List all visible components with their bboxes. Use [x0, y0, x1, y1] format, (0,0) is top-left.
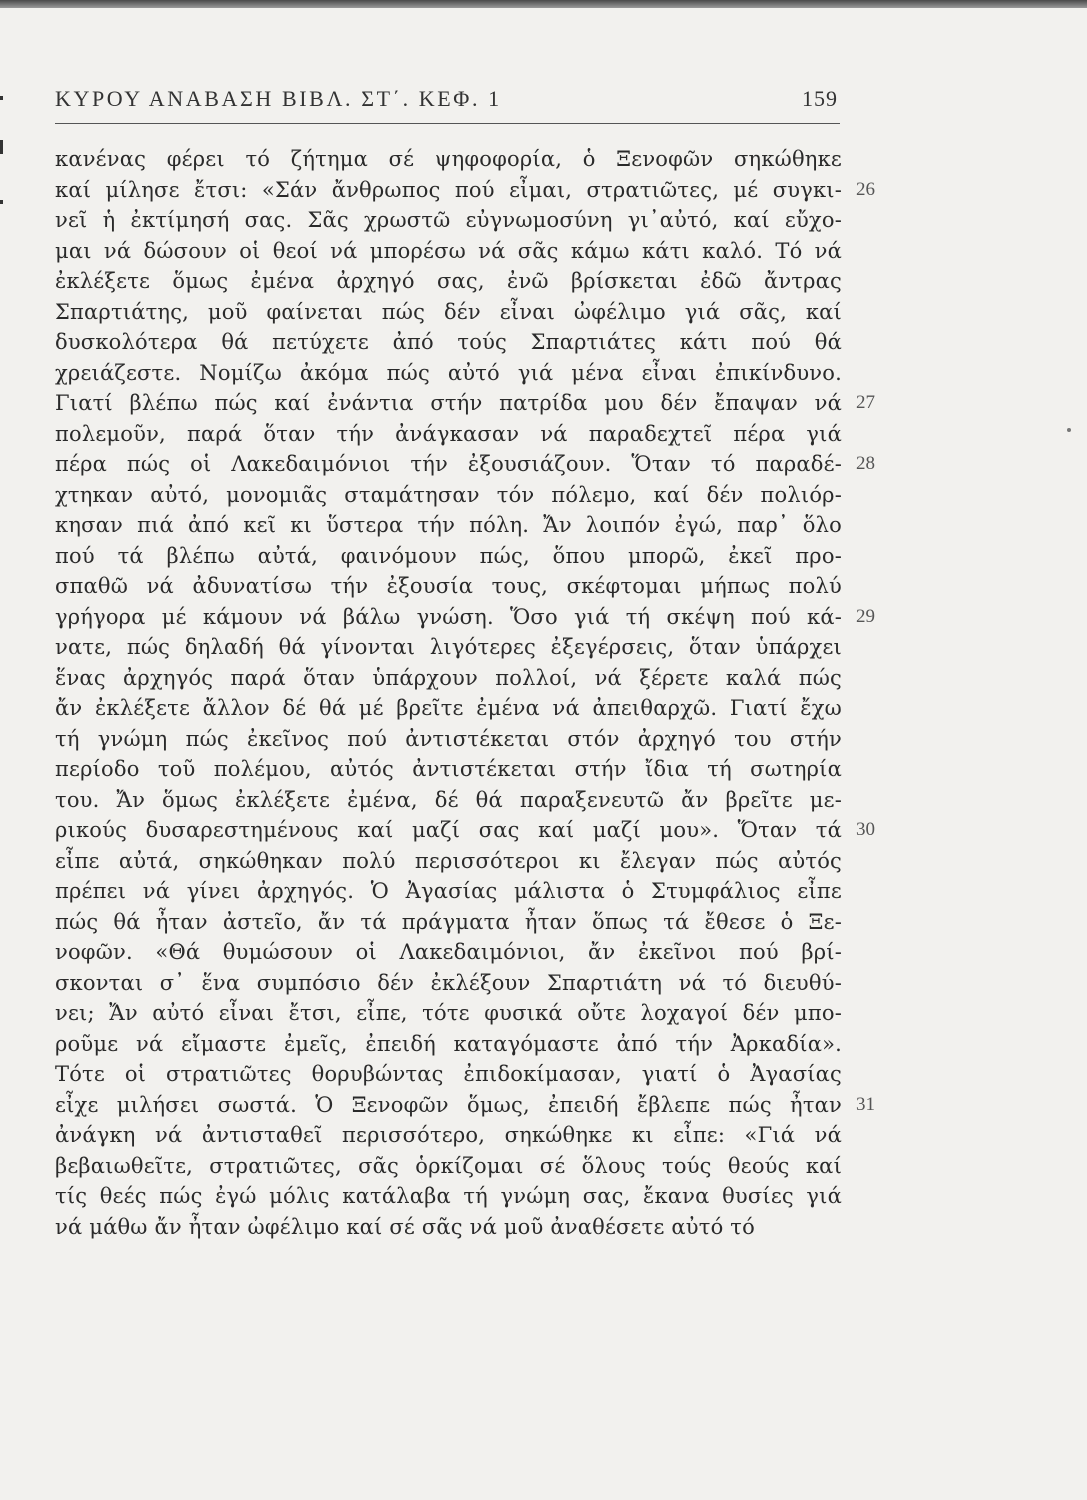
section-number: 30 [856, 819, 875, 840]
header-rule [55, 123, 840, 124]
text-line: σκονται σ᾿ ἕνα συμπόσιο δέν ἐκλέξουν Σπαρτιάτη νά τό διευθύ- [55, 970, 842, 995]
text-line: Σπαρτιάτης, μοῦ φαίνεται πώς δέν εἶναι ὠφέλιμο γιά σᾶς, καί [55, 299, 842, 324]
scan-speck [1067, 428, 1071, 432]
text-line: πέρα πώς οἱ Λακεδαιμόνιοι τήν ἐξουσιάζουν. Ὅταν τό παραδέ- 28 [55, 449, 842, 480]
scan-margin-mark [0, 96, 3, 100]
text-line: ροῦμε νά εἴμαστε ἐμεῖς, ἐπειδή καταγόμαστε ἀπό τήν Ἀρκαδία». [55, 1031, 842, 1056]
text-line: χτηκαν αὐτό, μονομιᾶς σταμάτησαν τόν πόλεμο, καί δέν πολιόρ- [55, 482, 842, 507]
text-line: σπαθῶ νά ἀδυνατίσω τήν ἐξουσία τους, σκέφτομαι μήπως πολύ [55, 574, 842, 598]
text-line: χρειάζεστε. Νομίζω ἀκόμα πώς αὐτό γιά μένα εἶναι ἐπικίνδυνο. [55, 360, 842, 385]
running-title: ΚΥΡΟΥ ΑΝΑΒΑΣΗ ΒΙΒΛ. ΣΤ΄. ΚΕΦ. 1 [55, 86, 502, 111]
page-number: 159 [802, 86, 838, 111]
section-number: 29 [856, 605, 875, 627]
text-line: Γιατί βλέπω πώς καί ἐνάντια στήν πατρίδα μου δέν ἔπαψαν νά 27 [55, 388, 842, 419]
text-line: περίοδο τοῦ πολέμου, αὐτός ἀντιστέκεται στήν ἴδια τή σωτηρία [55, 757, 842, 781]
section-number: 28 [856, 453, 875, 474]
text-line: νεῖ ἡ ἐκτίμησή σας. Σᾶς χρωστῶ εὐγνωμοσύνη γι᾿αὐτό, καί εὔχο- [55, 208, 842, 232]
page-header [55, 86, 838, 120]
text-line: τίς θεές πώς ἐγώ μόλις κατάλαβα τή γνώμη σας, ἔκανα θυσίες γιά [55, 1184, 842, 1208]
text-line: ρικούς δυσαρεστημένους καί μαζί σας καί μαζί μου». Ὅταν τά 30 [55, 815, 842, 846]
text-line: νατε, πώς δηλαδή θά γίνονται λιγότερες ἐξεγέρσεις, ὅταν ὑπάρχει [55, 635, 842, 659]
text-line: κανένας φέρει τό ζήτημα σέ ψηφοφορία, ὁ Ξενοφῶν σηκώθηκε [55, 147, 842, 171]
text-line: πρέπει νά γίνει ἀρχηγός. Ὁ Ἀγασίας μάλιστα ὁ Στυμφάλιος εἶπε [55, 879, 842, 903]
text-line: του. Ἄν ὅμως ἐκλέξετε ἐμένα, δέ θά παραξενευτῶ ἄν βρεῖτε με- [55, 787, 842, 812]
body-text [55, 144, 875, 1242]
scan-top-edge [0, 0, 1087, 8]
text-line: ἐκλέξετε ὅμως ἐμένα ἀρχηγό σας, ἐνῶ βρίσκεται ἐδῶ ἄντρας [55, 269, 842, 293]
text-line: πολεμοῦν, παρά ὅταν τήν ἀνάγκασαν νά παραδεχτεῖ πέρα γιά [55, 421, 842, 446]
scan-margin-mark [0, 140, 3, 154]
text-line: νοφῶν. «Θά θυμώσουν οἱ Λακεδαιμόνιοι, ἄν ἐκεῖνοι πού βρί- [55, 940, 842, 964]
text-line: εἶχε μιλήσει σωστά. Ὁ Ξενοφῶν ὅμως, ἐπειδή ἔβλεπε πώς ἦταν 31 [55, 1090, 842, 1121]
text-line: καί μίλησε ἔτσι: «Σάν ἄνθρωπος πού εἶμαι, στρατιῶτες, μέ συγκι- 26 [55, 175, 842, 206]
text-line: κησαν πιά ἀπό κεῖ κι ὕστερα τήν πόλη. Ἄν λοιπόν ἐγώ, παρ᾿ ὅλο [55, 513, 842, 537]
text-line: γρήγορα μέ κάμουν νά βάλω γνώση. Ὅσο γιά τή σκέψη πού κά- 29 [55, 602, 842, 633]
text-line: εἶπε αὐτά, σηκώθηκαν πολύ περισσότεροι κι ἔλεγαν πώς αὐτός [55, 848, 842, 873]
scan-margin-mark [0, 200, 3, 204]
section-number: 26 [856, 178, 875, 200]
text-line: τή γνώμη πώς ἐκεῖνος πού ἀντιστέκεται στόν ἀρχηγό του στήν [55, 726, 842, 751]
section-number: 31 [856, 1093, 875, 1115]
text-line: πώς θά ἦταν ἀστεῖο, ἄν τά πράγματα ἦταν ὅπως τά ἔθεσε ὁ Ξε- [55, 909, 842, 934]
text-line: ἕνας ἀρχηγός παρά ὅταν ὑπάρχουν πολλοί, νά ξέρετε καλά πώς [55, 665, 842, 690]
text-line: ἀνάγκη νά ἀντισταθεῖ περισσότερο, σηκώθηκε κι εἶπε: «Γιά νά [55, 1123, 842, 1147]
text-line: ἄν ἐκλέξετε ἄλλον δέ θά μέ βρεῖτε ἐμένα νά ἀπειθαρχῶ. Γιατί ἔχω [55, 696, 842, 720]
text-line: πού τά βλέπω αὐτά, φαινόμουν πώς, ὅπου μπορῶ, ἐκεῖ προ- [55, 543, 842, 568]
text-line: βεβαιωθεῖτε, στρατιῶτες, σᾶς ὁρκίζομαι σέ ὅλους τούς θεούς καί [55, 1153, 842, 1178]
text-line: Τότε οἱ στρατιῶτες θορυβώντας ἐπιδοκίμασαν, γιατί ὁ Ἀγασίας [55, 1062, 842, 1086]
text-line: δυσκολότερα θά πετύχετε ἀπό τούς Σπαρτιάτες κάτι πού θά [55, 330, 842, 354]
text-line: νει; Ἄν αὐτό εἶναι ἔτσι, εἶπε, τότε φυσικά οὔτε λοχαγοί δέν μπο- [55, 1001, 842, 1025]
section-number: 27 [856, 392, 875, 413]
text-line: νά μάθω ἄν ἦταν ὠφέλιμο καί σέ σᾶς νά μοῦ ἀναθέσετε αὐτό τό [55, 1214, 755, 1239]
text-line: μαι νά δώσουν οἱ θεοί νά μπορέσω νά σᾶς κάμω κάτι καλό. Τό νά [55, 238, 842, 263]
